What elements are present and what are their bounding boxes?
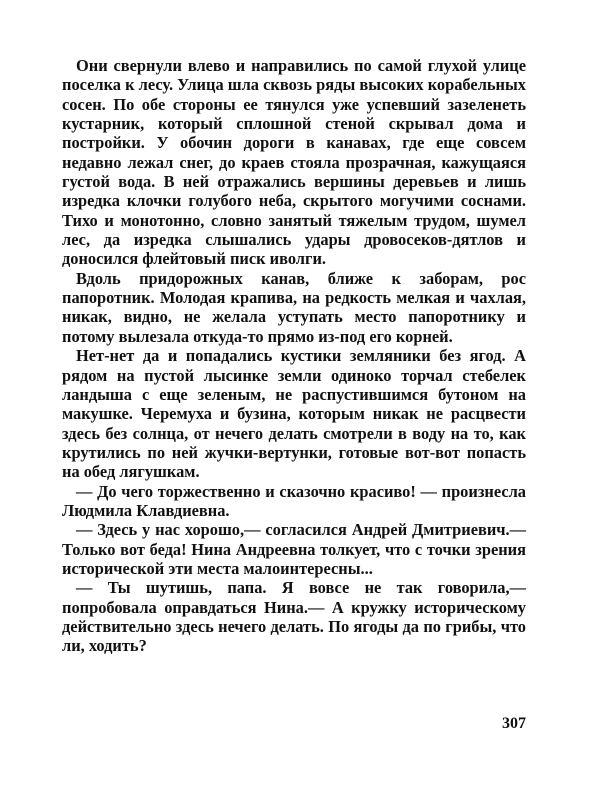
- paragraph-3: Нет-нет да и попадались кустики земляники без ягод. А рядом на пустой лысинке земли одиноко торчал стебелек ландыша с еще зеленым, не распустившимся бутоном на макушке. Черемуха и бузина, которым никак не расцвести здесь без солнца, от нечего делать смотрели в воду на то, как крутились по ней жучки-вертунки, готовые вот-вот попасть на обед лягушкам.: [62, 346, 526, 482]
- page-number: 307: [502, 715, 526, 732]
- paragraph-4: — До чего торжественно и сказочно красиво! — произнесла Людмила Клавдиевна.: [62, 481, 526, 520]
- paragraph-1: Они свернули влево и направились по самой глухой улице поселка к лесу. Улица шла сквозь ряды высоких корабельных сосен. По обе стороны ее тянулся уже успевший зазеленеть кустарник, который сплошной стеной скрывал дома и постройки. У обочин дороги в канавах, где еще совсем недавно лежал снег, до краев стояла прозрачная, кажущаяся густой вода. В ней отражались вершины деревьев и лишь изредка клочки голубого неба, скрытого могучими соснами. Тихо и монотонно, словно занятый тяжелым трудом, шумел лес, да изредка слышались удары дровосеков-дятлов и доносился флейтовый писк иволги.: [62, 56, 526, 269]
- page-text: [62, 56, 526, 656]
- paragraph-5: — Здесь у нас хорошо,— согласился Андрей Дмитриевич.— Только вот беда! Нина Андреевна толкует, что с точки зрения исторической эти места малоинтересны...: [62, 520, 526, 578]
- paragraph-2: Вдоль придорожных канав, ближе к заборам, рос папоротник. Молодая крапива, на редкость мелкая и чахлая, никак, видно, не желала уступать место папоротнику и потому вылезала откуда-то прямо из-под его корней.: [62, 268, 526, 346]
- paragraph-6: — Ты шутишь, папа. Я вовсе не так говорила,— попробовала оправдаться Нина.— А кружку историческому действительно здесь нечего делать. По ягоды да по грибы, что ли, ходить?: [62, 578, 526, 656]
